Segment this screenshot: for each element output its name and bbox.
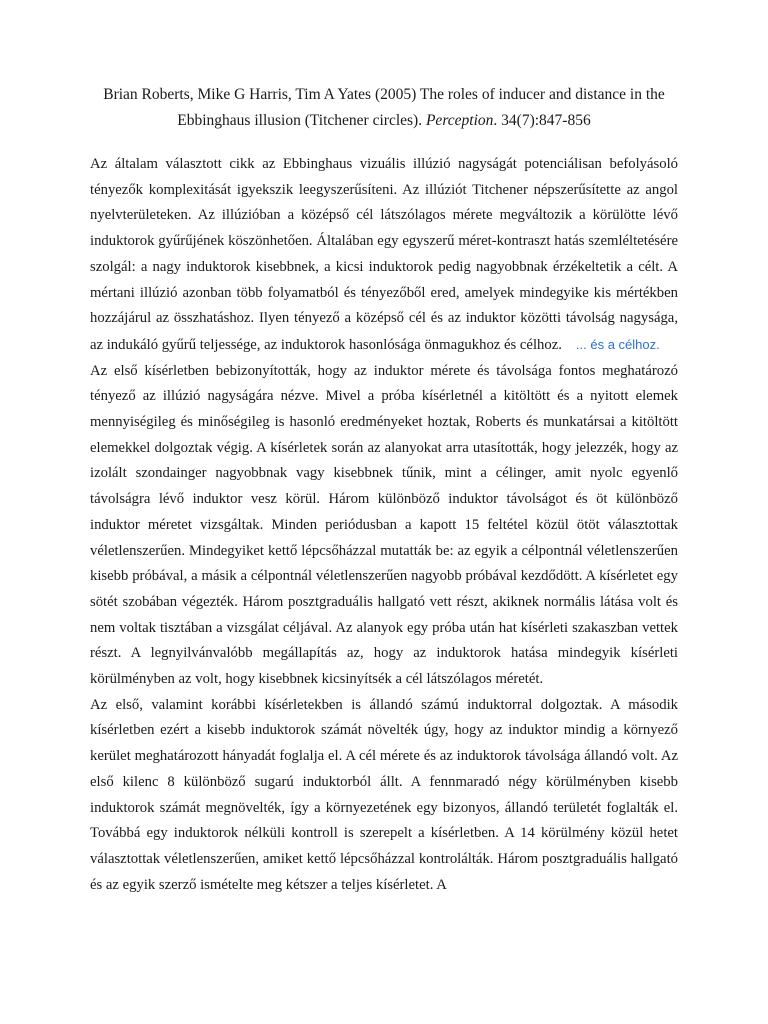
paragraph-1-text: Az általam választott cikk az Ebbinghaus vizuális illúzió nagyságát potenciálisan befolyásoló tényezők komplexitását igyekszik leegyszerűsíteni. Az illúziót Titchener népszerűsítette az angol nyelvterületeken. Az illúzióban a középső cél látszólagos mérete megváltozik a körülötte lévő induktorok gyűrűjének köszönhetően. Általában egy egyszerű méret-kontraszt hatás szemléltetésére szolgál: a nagy induktorok kisebbnek, a kicsi induktorok pedig nagyobbnak érzékeltetik a célt. A mértani illúzió azonban több folyamatból és tényezőből ered, amelyek mindegyike kis mértékben hozzájárul az összhatáshoz. Ilyen tényező a középső cél és az induktor közötti távolság nagysága, az indukáló gyűrű teljessége, az induktorok hasonlósága önmagukhoz és célhoz.	[90, 156, 678, 353]
paragraph-1	[90, 152, 678, 359]
citation-volume-pages: . 34(7):847-856	[493, 112, 591, 129]
citation-journal: Perception	[425, 112, 494, 129]
citation-header	[90, 82, 678, 134]
paragraph-3: Az első, valamint korábbi kísérletekben is állandó számú induktorral dolgoztak. A második kísérletben ezért a kisebb induktorok számát növelték úgy, hogy az induktor mindig a környező kerület meghatározott hányadát foglalja el. A cél mérete és az induktorok távolsága állandó volt. Az első kilenc 8 különböző sugarú induktorból állt. A fennmaradó négy körülményben kisebb induktorok számát megnövelték, így a környezetének egy bizonyos, állandó területét foglalták el. Továbbá egy induktorok nélküli kontroll is szerepelt a kísérletben. A 14 körülmény közül hetet választottak véletlenszerűen, amiket kettő lépcsőházzal kontrolálták. Három posztgraduális hallgató és az egyik szerző ismételte meg kétszer a teljes kísérletet. A	[90, 696, 678, 893]
citation-authors-title: Brian Roberts, Mike G Harris, Tim A Yates (2005) The roles of inducer and distance in the Ebbinghaus illusion (Titchener circles).	[103, 86, 665, 129]
paragraph-2: Az első kísérletben bebizonyították, hogy az induktor mérete és távolsága fontos meghatározó tényező az illúzió nagyságára nézve. Mivel a próba kísérletnél a kitöltött és a nyitott elemek mennyiségileg és minőségileg is hasonló eredményeket hoztak, Roberts és munkatársai a kitöltött elemekkel dolgoztak végig. A kísérletek során az alanyokat arra utasították, hogy jelezzék, hogy az izolált szondainger nagyobbnak vagy kisebbnek tűnik, mint a célinger, amit nyolc egyenlő távolságra lévő induktor vesz körül. Három különböző induktor távolságot és öt különböző induktor méretet vizsgáltak. Minden periódusban a kapott 15 feltétel közül ötöt választottak véletlenszerűen. Mindegyiket kettő lépcsőházzal mutatták be: az egyik a célpontnál véletlenszerűen kisebb próbával, a másik a célpontnál véletlenszerűen nagyobb próbával kezdődött. A kísérletet egy sötét szobában végezték. Három posztgraduális hallgató vett részt, akiknek normális látása volt és nem voltak tisztában a vizsgálat céljával. Az alanyok egy próba után hat kísérleti szakaszban vettek részt. A legnyilvánvalóbb megállapítás az, hogy az induktorok hatása mindegyik kísérleti körülményben az volt, hogy kisebbnek kicsinyítsék a cél látszólagos méretét.	[90, 362, 678, 688]
inline-annotation: ... és a célhoz.	[575, 336, 660, 352]
document-body	[90, 152, 678, 898]
